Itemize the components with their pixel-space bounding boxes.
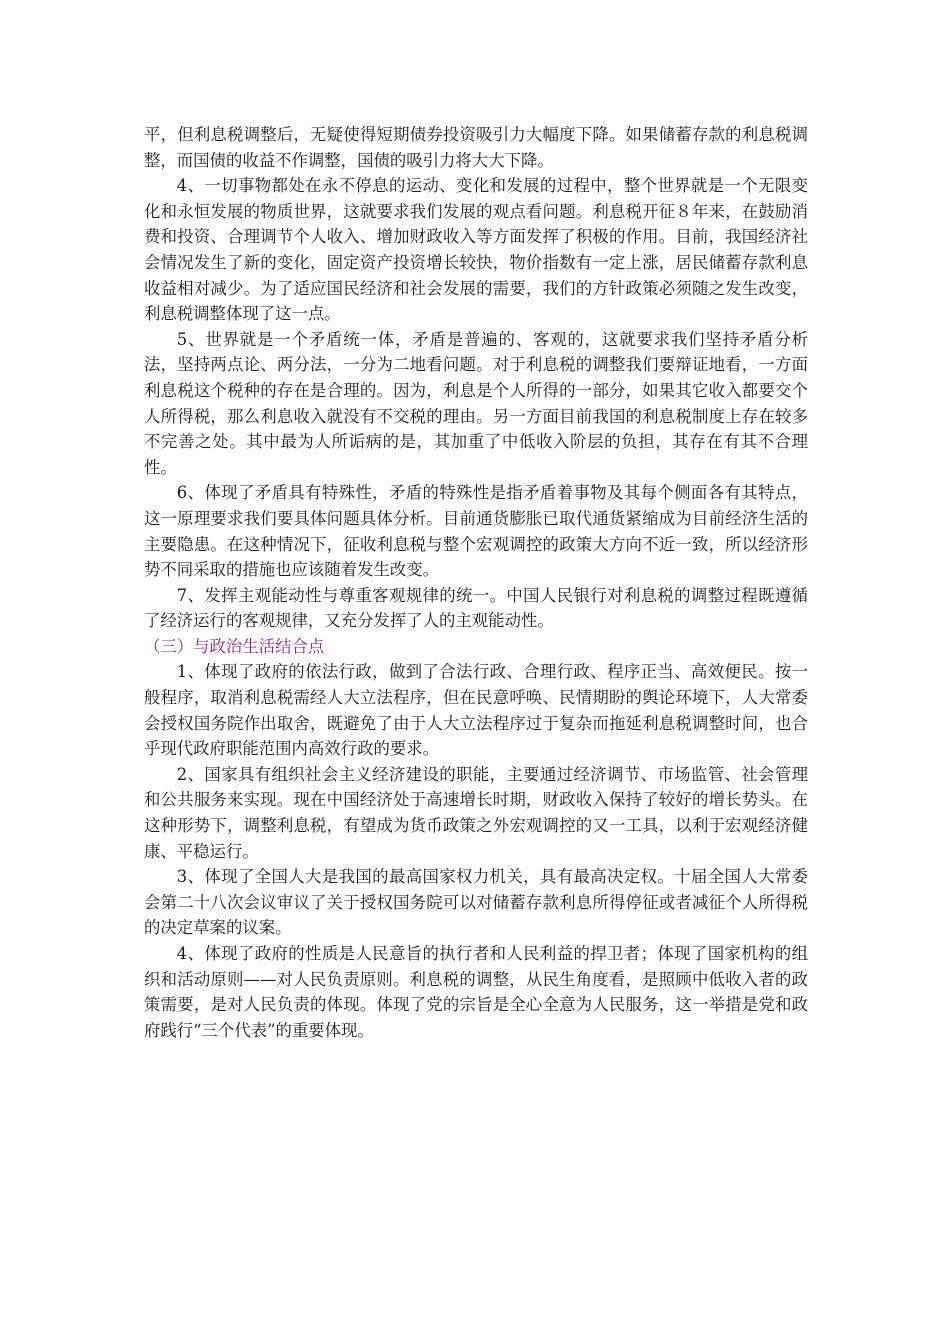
document-body	[144, 122, 808, 1043]
paragraph-point-5-contradiction: 5、世界就是一个矛盾统一体，矛盾是普遍的、客观的，这就要求我们坚持矛盾分析法，坚持两点论、两分法，一分为二地看问题。对于利息税的调整我们要辩证地看，一方面利息税这个税种的存在是合理的。因为，利息是个人所得的一部分，如果其它收入都要交个人所得税，那么利息收入就没有不交税的理由。另一方面目前我国的利息税制度上存在较多不完善之处。其中最为人所诟病的是，其加重了中低收入阶层的负担，其存在有其不合理性。	[144, 329, 808, 477]
paragraph-point-6-particularity: 6、体现了矛盾具有特殊性，矛盾的特殊性是指矛盾着事物及其每个侧面各有其特点，这一原理要求我们要具体问题具体分析。目前通货膨胀已取代通货紧缩成为目前经济生活的主要隐患。在这种情况下，征收利息税与整个宏观调控的政策大方向不近一致，所以经济形势不同采取的措施也应该随着发生改变。	[144, 483, 808, 580]
paragraph-politics-3: 3、体现了全国人大是我国的最高国家权力机关，具有最高决定权。十届全国人大常委会第二十八次会议审议了关于授权国务院可以对储蓄存款利息所得停征或者减征个人所得税的决定草案的议案。	[144, 867, 808, 938]
paragraph-point-4-development: 4、一切事物都处在永不停息的运动、变化和发展的过程中，整个世界就是一个无限变化和永恒发展的物质世界，这就要求我们发展的观点看问题。利息税开征８年来，在鼓励消费和投资、合理调节个人收入、增加财政收入等方面发挥了积极的作用。目前，我国经济社会情况发生了新的变化，固定资产投资增长较快，物价指数有一定上涨，居民储蓄存款利息收益相对减少。为了适应国民经济和社会发展的需要，我们的方针政策必须随之发生改变，利息税调整体现了这一点。	[144, 176, 808, 324]
paragraph-continuation: 平，但利息税调整后，无疑使得短期债券投资吸引力大幅度下降。如果储蓄存款的利息税调整，而国债的收益不作调整，国债的吸引力将大大下降。	[144, 125, 808, 170]
paragraph-politics-4: 4、体现了政府的性质是人民意旨的执行者和人民利益的捍卫者；体现了国家机构的组织和活动原则——对人民负责原则。利息税的调整，从民生角度看，是照顾中低收入者的政策需要，是对人民负责的体现。体现了党的宗旨是全心全意为人民服务，这一举措是党和政府践行“三个代表”的重要体现。	[144, 944, 808, 1040]
paragraph-point-7-initiative: 7、发挥主观能动性与尊重客观规律的统一。中国人民银行对利息税的调整过程既遵循了经济运行的客观规律，又充分发挥了人的主观能动性。	[144, 585, 808, 631]
paragraph-politics-1: 1、体现了政府的依法行政，做到了合法行政、合理行政、程序正当、高效便民。按一般程序，取消利息税需经人大立法程序，但在民意呼唤、民情期盼的舆论环境下，人大常委会授权国务院作出取舍，既避免了由于人大立法程序过于复杂而拖延利息税调整时间，也合乎现代政府职能范围内高效行政的要求。	[144, 662, 808, 759]
section-heading-political-life: （三）与政治生活结合点	[144, 636, 325, 656]
paragraph-politics-2: 2、国家具有组织社会主义经济建设的职能，主要通过经济调节、市场监管、社会管理和公共服务来实现。现在中国经济处于高速增长时期，财政收入保持了较好的增长势头。在这种形势下，调整利息税，有望成为货币政策之外宏观调控的又一工具，以利于宏观经济健康、平稳运行。	[144, 764, 808, 861]
